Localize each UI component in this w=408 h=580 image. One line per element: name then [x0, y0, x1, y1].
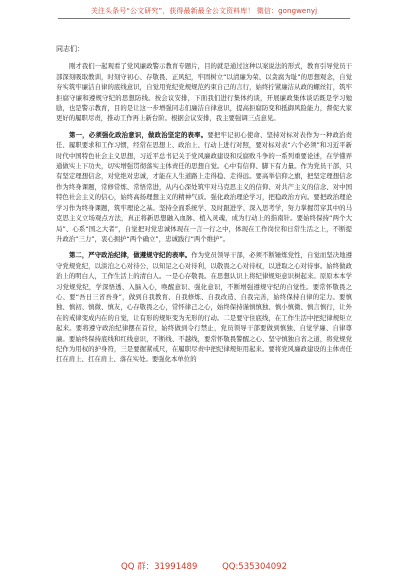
- header-banner: 关注头条号“公文研究”，获得最新最全公文资料库！ 微信：gongwenyj: [90, 7, 318, 15]
- section-2-paragraph: [56, 250, 352, 364]
- footer-contacts: [0, 560, 408, 572]
- document-body: [56, 44, 352, 365]
- footer-qq-contact: QQ:535304092: [222, 562, 287, 572]
- greeting: 同志们：: [56, 45, 84, 53]
- section-2-lead: 第二，严守政治纪律，做遵规守纪的表率。: [69, 251, 192, 260]
- intro-paragraph: 刚才我们一起观看了党风廉政警示教育专题片，目的就是通过这种以案说法的形式，教育引导党员干部深刻吸取教训，时刻守初心、存敬畏、正风纪，牢固树立“以清廉为荣、以贪腐为耻”的思想观念，自觉夯实筑牢廉洁自律的底线意识，自觉用党纪党规规范约束自己的言行，始终拧紧廉洁从政的螺丝钉，筑牢拒腐守廉和遵规守纪的思想防线。按会议安排，下面我们进行集体约谈，开展廉政集体谈话既是学习勉励，也是警示教育，目的是让这一步增强同志们廉洁自律意识，提高拒腐防变和抵御风险能力，督促大家更好的履职尽责，推动工作再上新台阶。根据会议安排，我主要强调三点意见。: [56, 62, 352, 123]
- section-1-paragraph: [56, 130, 352, 244]
- footer-qq-group: QQ 群：31991489: [121, 562, 198, 572]
- section-2-body: 作为党员领导干部，必须不断锤炼党性，自觉而坚决地遵守党规党纪，以淡泊之心对待公，以知足之心对待利，以敬畏之心对待权，以进取之心对待事。始终做政治上的明白人，工作生活上的清白人。一是心存敬畏。在思想认识上将纪律规矩意识树起来。原原本本学习党规党纪，学深悟透、入脑入心，唤醒意识、强化意识，不断增强遵规守纪的自觉性。要常怀敬畏之心、要“吾日三省吾身”，做到自我教育、自我修炼、自我改造、自我完善，始终保持自律的定力。要慎独、慎初、慎微、慎友，心存敬畏之心，常怀律己之心，始终保持谨慎慎独、慎小慎微、慎言慎行，让外在的戒律变成内在的自觉，让有形的规矩变为无形的行动。二是要守住底线，在工作生活中把纪律规矩立起来。要将遵守政治纪律摆在首位，始终做到令行禁止，党员领导干部要做到慎独、自觉学廉、自律尊廉。要始终保持底线和红线意识，不断线、不越线，要常怀敬畏警醒之心、坚守慎独自省之道，将党规党纪作为用权的护身符，三是要握紧戒尺，在履职尽责中把纪律规矩用起来。要将党风廉政建设的主体责任扛在肩上、扛在肩上、落在实处。要强化本单位的: [56, 251, 353, 364]
- section-1-body: 要把牢记初心使命、坚持对标对表作为一种政治责任、履职要求和工作习惯，经常在思想上、政治上、行动上进行对照，要对标对表“六个必须”和习近平新时代中国特色社会主义思想，习近平总书记关于党风廉政建设和反腐败斗争的一系列重要论述，在学懂弄通做实上下功夫，切实增强贯彻落实主体责任的思想自觉。心中有信仰、脚下有力量。作为党员干部，只有坚定理想信念，对党绝对忠诚，才能在人生道路上走得稳、走得远。要高举信仰之旗，把坚定理想信念作为终身课题，常修常炼、常悟常进，从内心深处筑牢对马克思主义的信仰、对共产主义的信念、对中国特色社会主义的信心，始终高扬理想主义的精神气质。强化政治理论学习，把稳政治方向。要把政治理论学习作为终身课题，筑牢理论之基。坚持全面系统学、及时跟进学、深入思考学，努力掌握贯穿其中的马克思主义立场观点方法，真正将新思想融入血脉、植入灵魂，成为行动上的指南针。要始终保持“两个大局”、心系“国之大者”，自觉把对党忠诚体现在一言一行之中，体现在工作岗位和日常生活之上，不断提升政治“三力”，衷心拥护“两个确立”，忠诚践行“两个维护”。: [56, 130, 353, 243]
- section-1-lead: 第一，必须强化政治意识，做政治坚定的表率。: [69, 130, 208, 139]
- header-divider: [58, 18, 350, 19]
